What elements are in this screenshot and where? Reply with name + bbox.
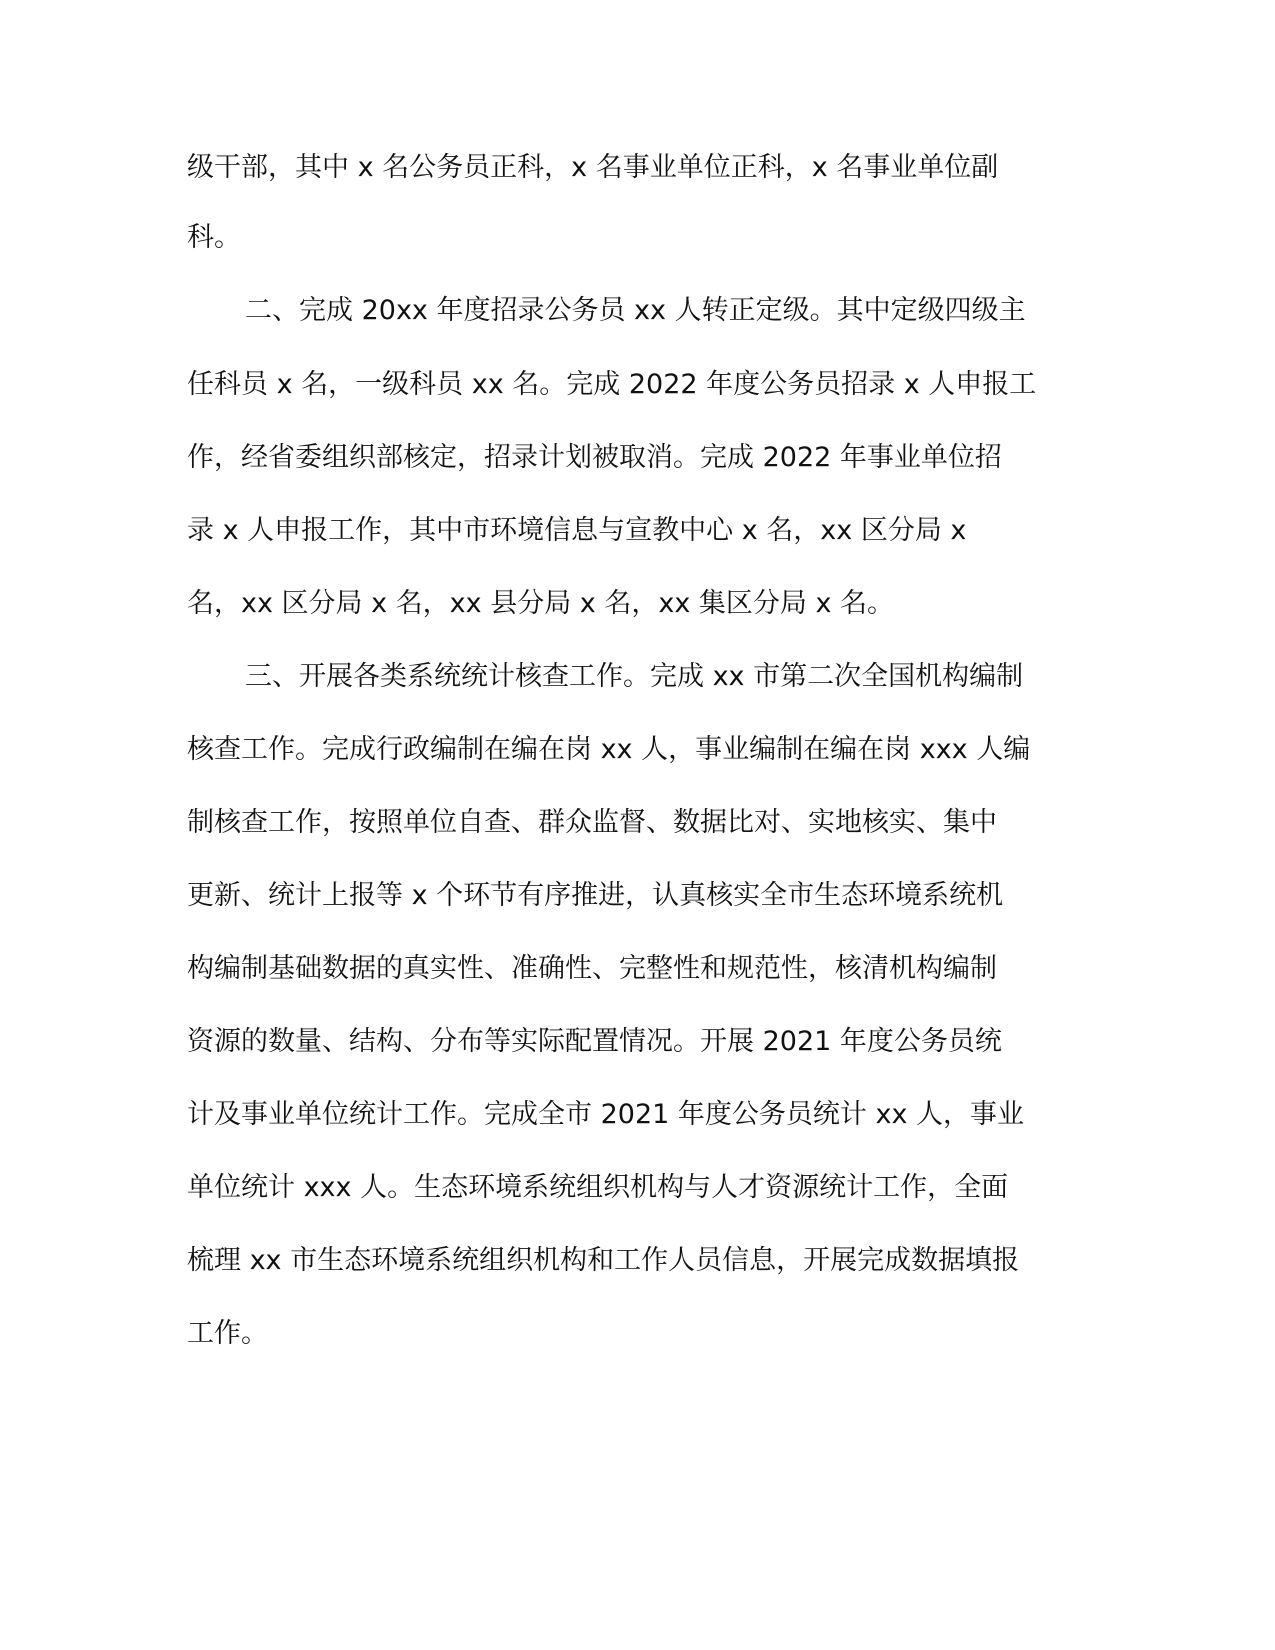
paragraph-2-first-line: 二、完成 20xx 年度招录公务员 xx 人转正定级。其中定级四级主: [245, 295, 1026, 326]
text-line: 核查工作。完成行政编制在编在岗 xx 人，事业编制在编在岗 xxx 人编: [187, 734, 1031, 765]
text-line: 工作。: [187, 1318, 268, 1349]
text-line: 计及事业单位统计工作。完成全市 2021 年度公务员统计 xx 人，事业: [187, 1099, 1024, 1130]
text-line: 资源的数量、结构、分布等实际配置情况。开展 2021 年度公务员统: [187, 1026, 1002, 1057]
paragraph-3-first-line: 三、开展各类系统统计核查工作。完成 xx 市第二次全国机构编制: [245, 661, 1024, 692]
text-line: 任科员 x 名，一级科员 xx 名。完成 2022 年度公务员招录 x 人申报工: [187, 369, 1037, 400]
text-line: 科。: [187, 222, 241, 253]
text-line: 作，经省委组织部核定，招录计划被取消。完成 2022 年事业单位招: [187, 442, 1002, 473]
text-line: 制核查工作，按照单位自查、群众监督、数据比对、实地核实、集中: [187, 807, 997, 838]
text-line: 名，xx 区分局 x 名，xx 县分局 x 名，xx 集区分局 x 名。: [187, 588, 895, 619]
text-line: 更新、统计上报等 x 个环节有序推进，认真核实全市生态环境系统机: [187, 880, 1004, 911]
text-line: 单位统计 xxx 人。生态环境系统组织机构与人才资源统计工作，全面: [187, 1172, 1009, 1203]
text-line: 级干部，其中 x 名公务员正科，x 名事业单位正科，x 名事业单位副: [187, 152, 999, 183]
text-line: 构编制基础数据的真实性、准确性、完整性和规范性，核清机构编制: [187, 953, 997, 984]
text-line: 梳理 xx 市生态环境系统组织机构和工作人员信息，开展完成数据填报: [187, 1245, 1020, 1276]
text-line: 录 x 人申报工作，其中市环境信息与宣教中心 x 名，xx 区分局 x: [187, 515, 967, 546]
